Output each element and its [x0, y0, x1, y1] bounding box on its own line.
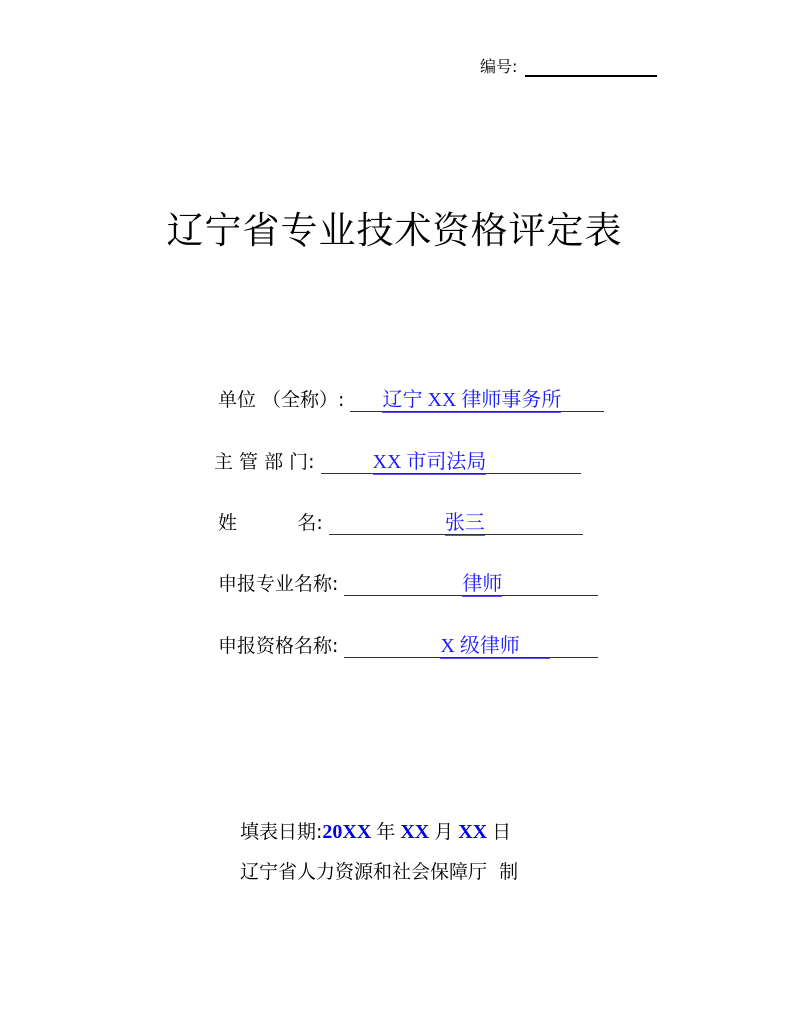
field-department [214, 447, 581, 474]
field-value-line[interactable] [344, 631, 598, 658]
field-unit-name [218, 385, 604, 412]
issuer: 辽宁省人力资源和社会保障厅 制 [240, 861, 519, 883]
field-name [218, 508, 583, 535]
serial-number [480, 54, 657, 77]
field-value-line[interactable] [321, 447, 581, 474]
field-value-line[interactable] [344, 569, 598, 596]
serial-number-field[interactable] [525, 57, 657, 77]
field-label: 姓 名: [218, 512, 323, 534]
field-value: 辽宁 XX 律师事务所 [382, 388, 562, 411]
field-value-line[interactable] [329, 508, 583, 535]
field-qualification [218, 631, 598, 658]
year-unit: 年 [376, 821, 396, 843]
fill-date-label: 填表日期: [240, 821, 323, 843]
field-value-line[interactable] [350, 385, 604, 412]
field-label: 主 管 部 门: [214, 451, 315, 473]
fill-date-day[interactable]: XX [458, 821, 488, 843]
fill-date [240, 817, 511, 844]
field-label: 申报专业名称: [218, 573, 339, 595]
field-specialty [218, 569, 598, 596]
fill-date-year[interactable]: 20XX [322, 821, 372, 843]
field-value: XX 市司法局 [372, 450, 487, 473]
field-value: 张三 [444, 511, 485, 534]
serial-number-label: 编号: [480, 57, 518, 76]
month-unit: 月 [434, 821, 454, 843]
page-title: 辽宁省专业技术资格评定表 [166, 208, 623, 252]
field-label: 申报资格名称: [218, 635, 339, 657]
field-label: 单位 （全称）: [218, 389, 345, 411]
field-value: X 级律师 [440, 634, 549, 659]
fill-date-month[interactable]: XX [400, 821, 430, 843]
field-value: 律师 [462, 572, 503, 595]
day-unit: 日 [492, 821, 512, 843]
